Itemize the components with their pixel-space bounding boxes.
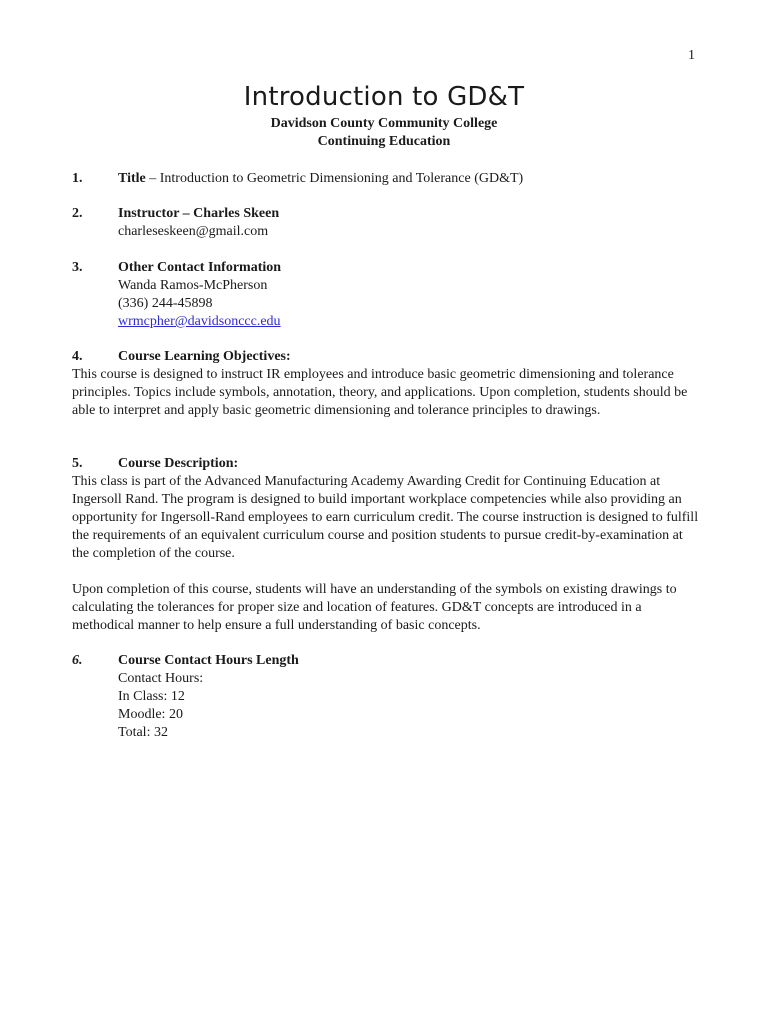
section-objectives: [72, 348, 702, 420]
section-heading: Course Learning Objectives:: [118, 349, 291, 364]
section-number: 1.: [72, 171, 83, 186]
section-heading: Instructor – Charles Skeen: [118, 206, 280, 221]
page-number: 1: [688, 48, 695, 63]
hours-in-class: In Class: 12: [118, 689, 185, 704]
section-heading: Title: [118, 171, 146, 186]
hours-total: Total: 32: [118, 725, 168, 740]
section-number: 6.: [72, 653, 83, 668]
section-heading: Course Description:: [118, 456, 239, 471]
section-number: 4.: [72, 349, 83, 364]
section-number: 5.: [72, 456, 83, 471]
section-description: [72, 455, 702, 635]
instructor-email: charleseskeen@gmail.com: [118, 224, 269, 239]
section-heading: Course Contact Hours Length: [118, 653, 299, 668]
department-name: Continuing Education: [317, 134, 451, 149]
document-title: Introduction to GD&T: [243, 82, 525, 112]
section-instructor: [72, 205, 702, 241]
section-contact: [72, 259, 702, 331]
hours-label: Contact Hours:: [118, 671, 204, 686]
section-number: 3.: [72, 260, 83, 275]
section-hours: [72, 652, 702, 742]
contact-email-link[interactable]: wrmcpher@davidsonccc.edu: [118, 314, 281, 329]
contact-name: Wanda Ramos-McPherson: [118, 278, 268, 293]
college-name: Davidson County Community College: [270, 116, 498, 131]
description-paragraph-1: This class is part of the Advanced Manufacturing Academy Awarding Credit for Continuing Education at Ingersoll Rand. The program is designed to build important workplace competencies while also providing an opportunity for Ingersoll-Rand employees to earn curriculum credit. The course instruction is designed to fulfill the requirements of an equivalent curriculum course and position students to pursue credit-by-examination at the completion of the course.: [72, 474, 699, 561]
section-heading: Other Contact Information: [118, 260, 282, 275]
section-number: 2.: [72, 206, 83, 221]
contact-phone: (336) 244-45898: [118, 296, 213, 311]
section-title: [72, 170, 702, 188]
objectives-text: This course is designed to instruct IR employees and introduce basic geometric dimensioning and tolerance principles. Topics include symbols, annotation, theory, and applications. Upon completion, students should be able to interpret and apply basic geometric dimensioning and tolerance principles to drawings.: [72, 367, 688, 418]
description-paragraph-2: Upon completion of this course, students will have an understanding of the symbols on existing drawings to calculating the tolerances for proper size and location of features. GD&T concepts are introduced in a methodical manner to help ensure a full understanding of basic concepts.: [72, 582, 677, 633]
heading-separator: –: [145, 171, 160, 186]
course-title-text: Introduction to Geometric Dimensioning and Tolerance (GD&T): [159, 171, 524, 186]
hours-moodle: Moodle: 20: [118, 707, 183, 722]
